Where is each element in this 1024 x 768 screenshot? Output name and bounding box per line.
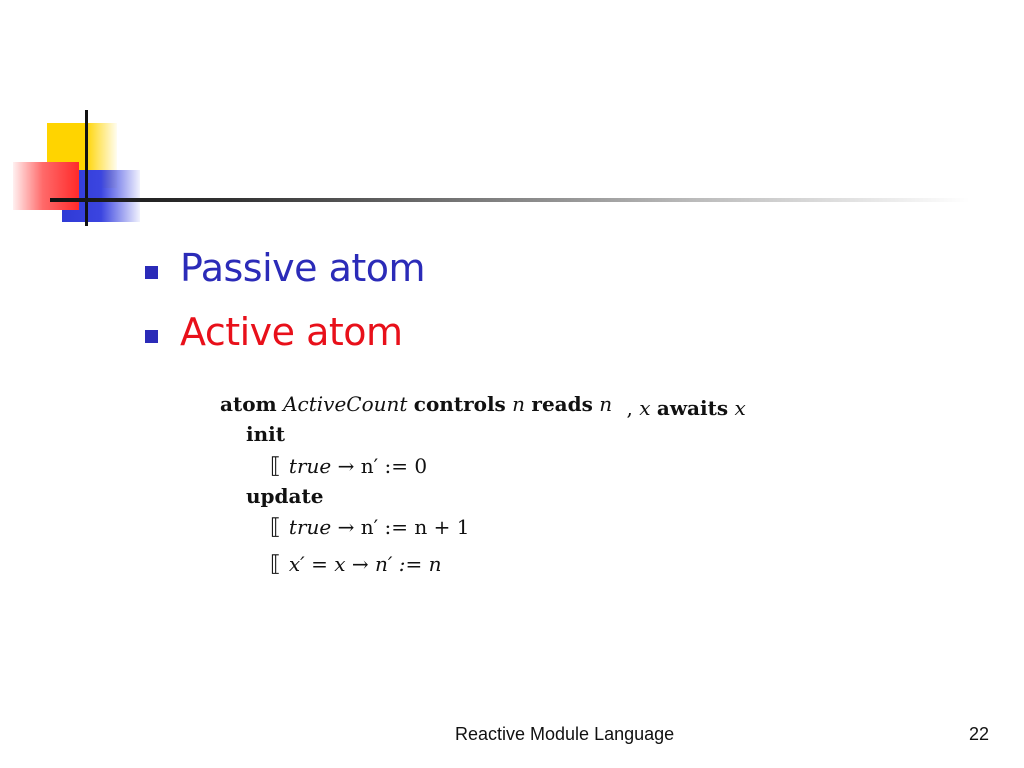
- slide-logo-decoration: [0, 0, 160, 240]
- bullet-list: [145, 236, 425, 364]
- keyword-init: init: [246, 422, 285, 446]
- var-x: x: [639, 396, 651, 420]
- guard-bracket: ⟦: [270, 515, 281, 540]
- code-line-init-rule: [270, 454, 427, 479]
- title-divider-line: [50, 198, 970, 202]
- footer-title: Reactive Module Language: [455, 724, 675, 744]
- code-line-update-rule-2: [270, 552, 441, 577]
- keyword-awaits: awaits: [656, 396, 729, 420]
- assignment: → n′ := n + 1: [331, 515, 470, 539]
- code-line-update-rule-1: [270, 515, 469, 540]
- keyword-reads: reads: [531, 392, 593, 416]
- code-block: [220, 392, 840, 592]
- keyword-controls: controls: [413, 392, 506, 416]
- atom-name: ActiveCount: [283, 392, 408, 416]
- comma: ,: [626, 396, 633, 420]
- vertical-rule: [85, 110, 88, 226]
- code-line-atom: [220, 392, 746, 420]
- bullet-text: Passive atom: [180, 246, 426, 290]
- bullet-square-icon: [145, 266, 158, 279]
- keyword-atom: atom: [220, 392, 277, 416]
- assignment: x′ = x → n′ := n: [288, 552, 442, 576]
- bullet-item-active: [145, 300, 425, 364]
- var-n: n: [599, 392, 613, 416]
- guard-bracket: ⟦: [270, 552, 281, 577]
- red-square: [13, 162, 79, 210]
- bullet-item-passive: [145, 236, 425, 300]
- var-x: x: [734, 396, 746, 420]
- keyword-update: update: [246, 484, 324, 508]
- slide-number: 22: [969, 724, 990, 744]
- bullet-square-icon: [145, 330, 158, 343]
- assignment: → n′ := 0: [331, 454, 428, 478]
- guard-bracket: ⟦: [270, 454, 281, 479]
- bullet-text: Active atom: [180, 310, 403, 354]
- var-n: n: [512, 392, 526, 416]
- guard-true: true: [288, 515, 332, 539]
- guard-true: true: [288, 454, 332, 478]
